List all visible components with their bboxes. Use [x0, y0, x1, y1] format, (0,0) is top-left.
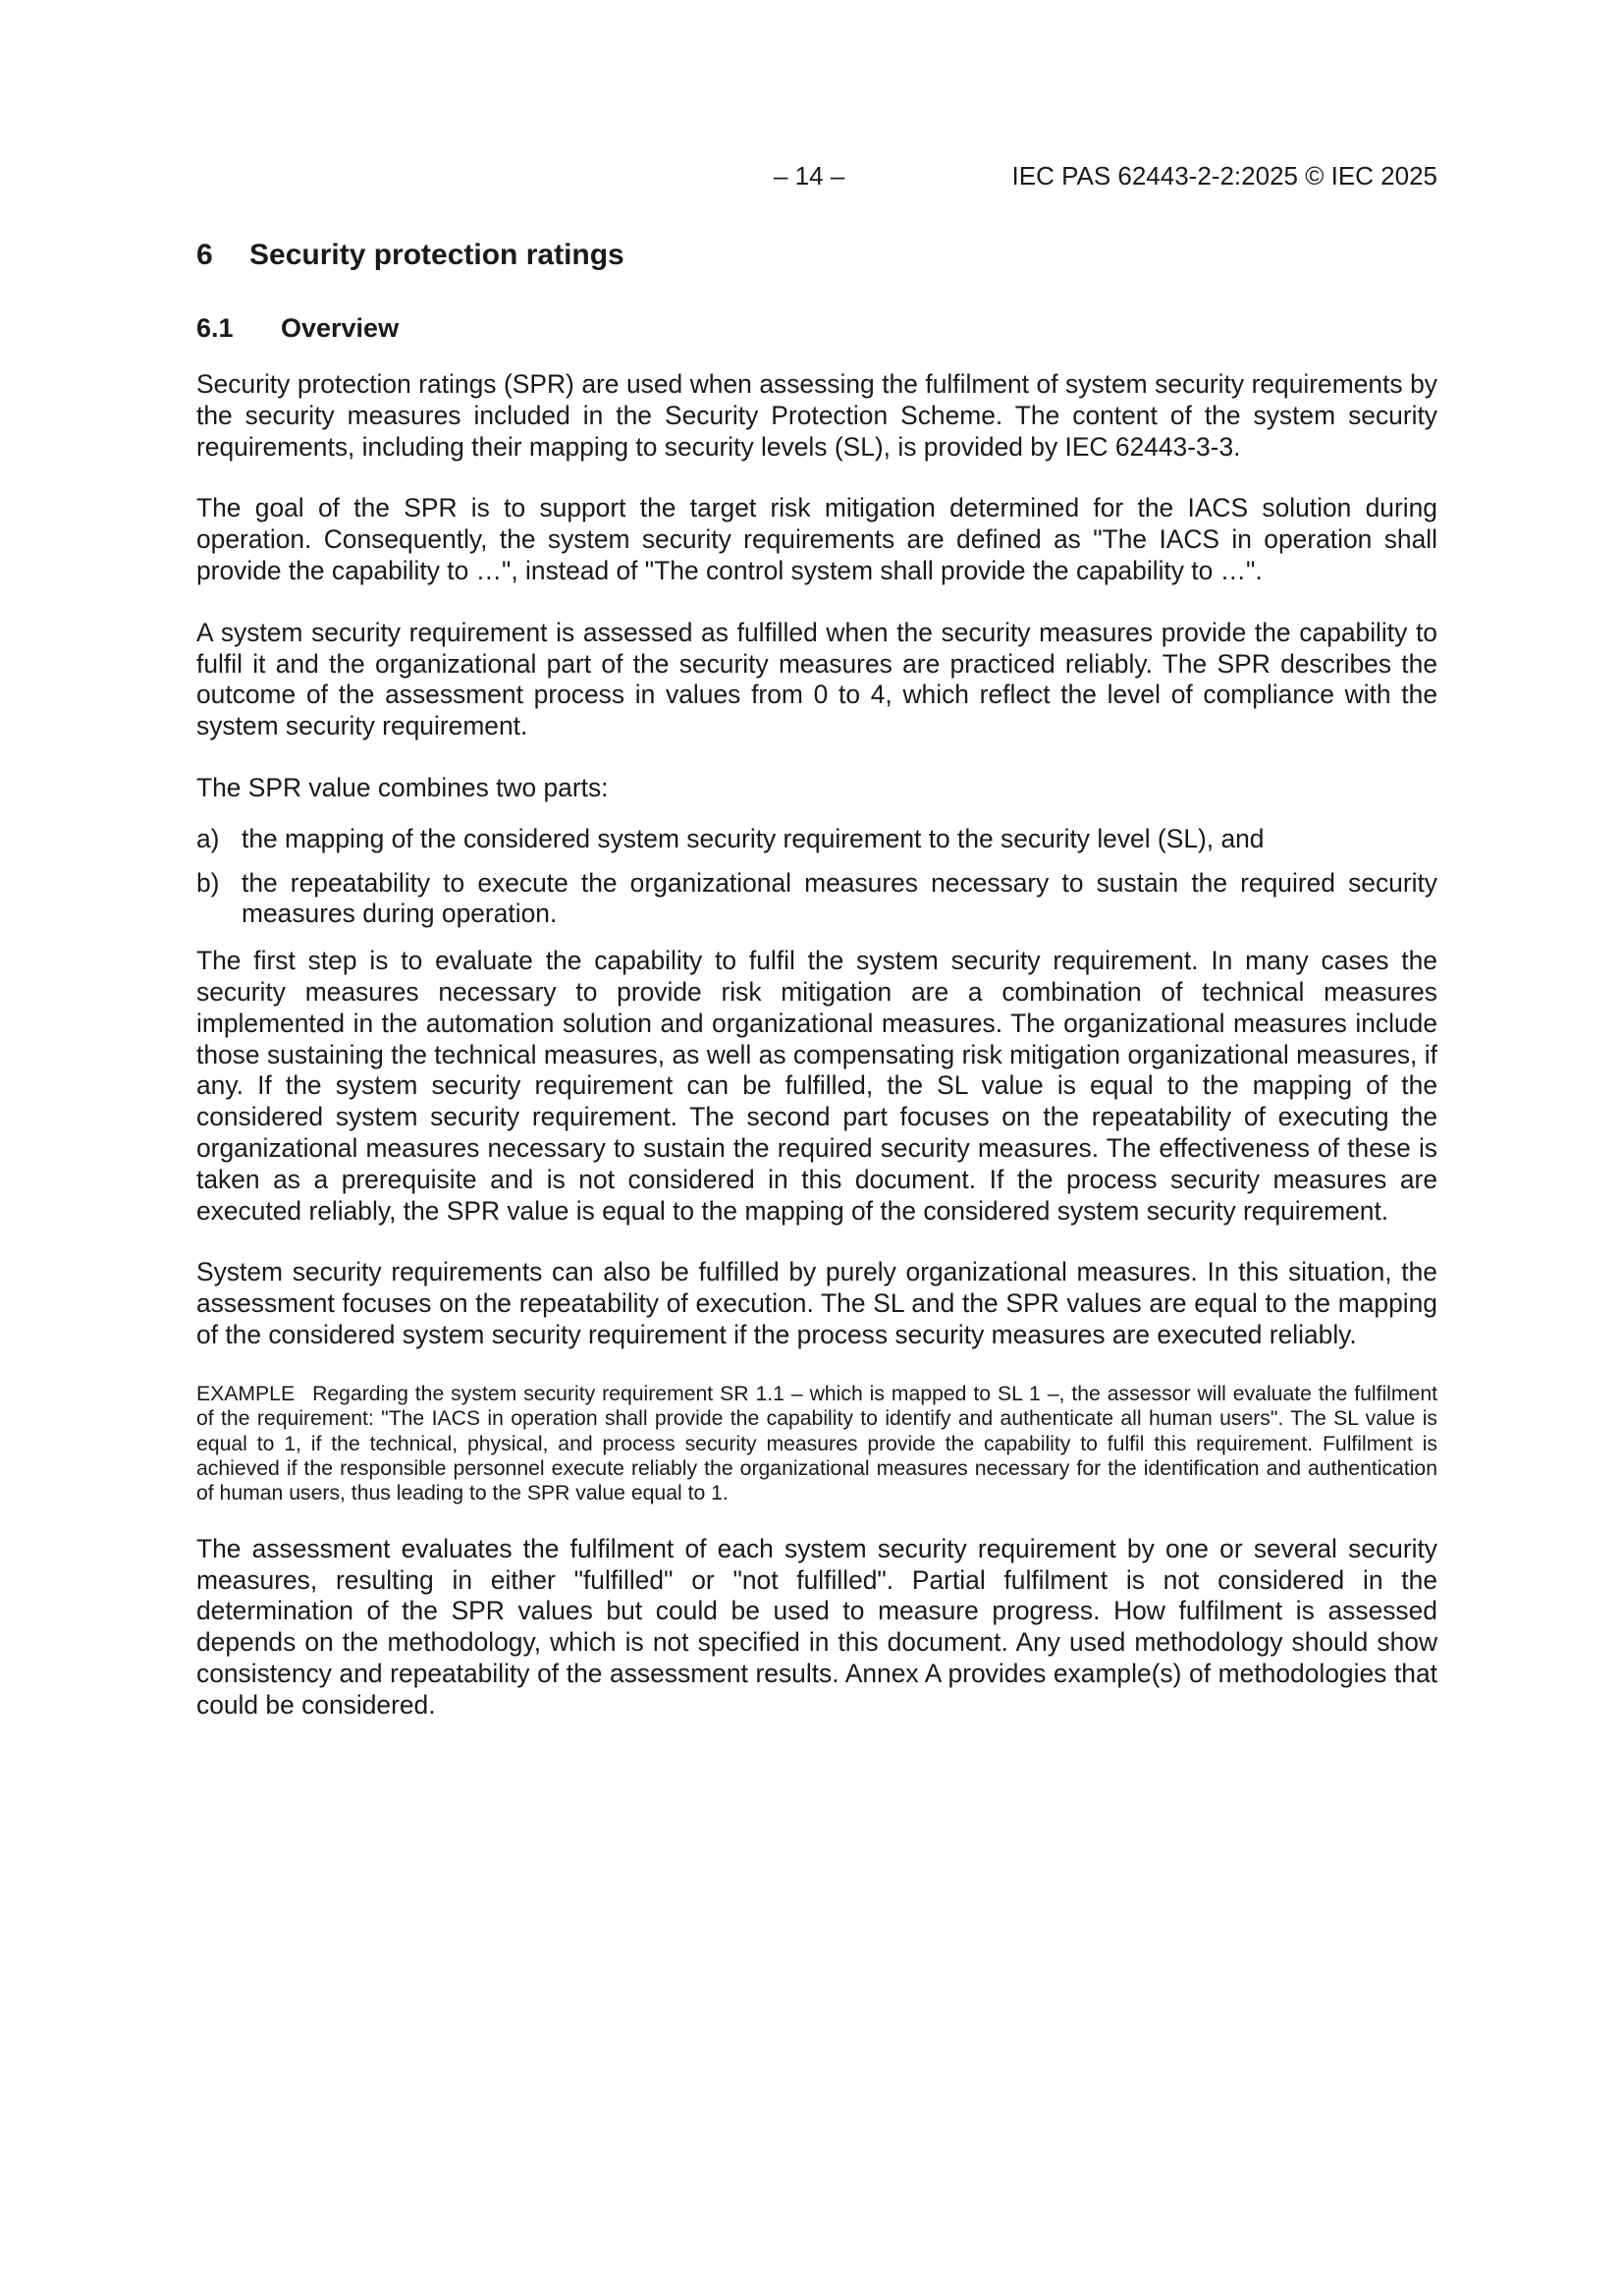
list-item-text: the repeatability to execute the organizational measures necessary to sustain the required security measures during operation. [242, 867, 1437, 929]
example-text: Regarding the system security requirement SR 1.1 – which is mapped to SL 1 –, the assessor will evaluate the fulfilment of the requirement: "The IACS in operation shall provide the capability to identify and authenticate all human users". The SL value is equal to 1, if the technical, physical, and process security measures provide the capability to fulfil this requirement. Fulfilment is achieved if the responsible personnel execute reliably the organizational measures necessary for the identification and authentication of human users, thus leading to the SPR value equal to 1. [196, 1382, 1437, 1505]
section-title: Security protection ratings [249, 239, 624, 271]
document-body [196, 369, 1437, 1752]
page-header [196, 159, 1437, 192]
subsection-heading [196, 310, 399, 346]
paragraph: A system security requirement is assessed as fulfilled when the security measures provide the capability to fulfil it and the organizational part of the security measures are practiced reliably. The SPR describes the outcome of the assessment process in values from 0 to 4, which reflect the level of compliance with the system security requirement. [196, 617, 1437, 741]
paragraph: System security requirements can also be fulfilled by purely organizational measures. In this situation, the assessment focuses on the repeatability of execution. The SL and the SPR values are equal to the mapping of the considered system security requirement if the process security measures are executed reliably. [196, 1257, 1437, 1349]
subsection-title: Overview [281, 313, 400, 343]
list-item [196, 868, 1437, 931]
example-label: EXAMPLE [196, 1382, 296, 1405]
page-number: – 14 – [774, 161, 845, 191]
paragraph: The assessment evaluates the fulfilment of each system security requirement by one or several security measures, resulting in either "fulfilled" or "not fulfilled". Partial fulfilment is not considered in the determination of the SPR values but could be used to measure progress. How fulfilment is assessed depends on the methodology, which is not specified in this document. Any used methodology should show consistency and repeatability of the assessment results. Annex A provides example(s) of methodologies that could be considered. [196, 1533, 1437, 1720]
list-marker: b) [196, 867, 220, 898]
example-note [196, 1382, 1437, 1506]
paragraph: Security protection ratings (SPR) are used when assessing the fulfilment of system security requirements by the security measures included in the Security Protection Scheme. The content of the system security requirements, including their mapping to security levels (SL), is provided by IEC 62443-3-3. [196, 369, 1437, 462]
list-item-text: the mapping of the considered system security requirement to the security level (SL), and [242, 823, 1265, 853]
list-item [196, 824, 1437, 855]
section-number: 6 [196, 239, 213, 271]
list-marker: a) [196, 823, 220, 853]
spr-parts-list [196, 824, 1437, 930]
subsection-number: 6.1 [196, 313, 234, 343]
paragraph: The first step is to evaluate the capability to fulfil the system security requirement. In many cases the security measures necessary to provide risk mitigation are a combination of technical measures implemented in the automation solution and organizational measures. The organizational measures include those sustaining the technical measures, as well as compensating risk mitigation organizational measures, if any. If the system security requirement can be fulfilled, the SL value is equal to the mapping of the considered system security requirement. The second part focuses on the repeatability of executing the organizational measures necessary to sustain the required security measures. The effectiveness of these is taken as a prerequisite and is not considered in this document. If the process security measures are executed reliably, the SPR value is equal to the mapping of the considered system security requirement. [196, 946, 1437, 1226]
paragraph: The goal of the SPR is to support the target risk mitigation determined for the IACS solution during operation. Consequently, the system security requirements are defined as "The IACS in operation shall provide the capability to …", instead of "The control system shall provide the capability to …". [196, 493, 1437, 585]
document-identifier: IEC PAS 62443-2-2:2025 © IEC 2025 [1011, 161, 1437, 191]
section-heading [196, 236, 624, 275]
paragraph: The SPR value combines two parts: [196, 772, 609, 802]
